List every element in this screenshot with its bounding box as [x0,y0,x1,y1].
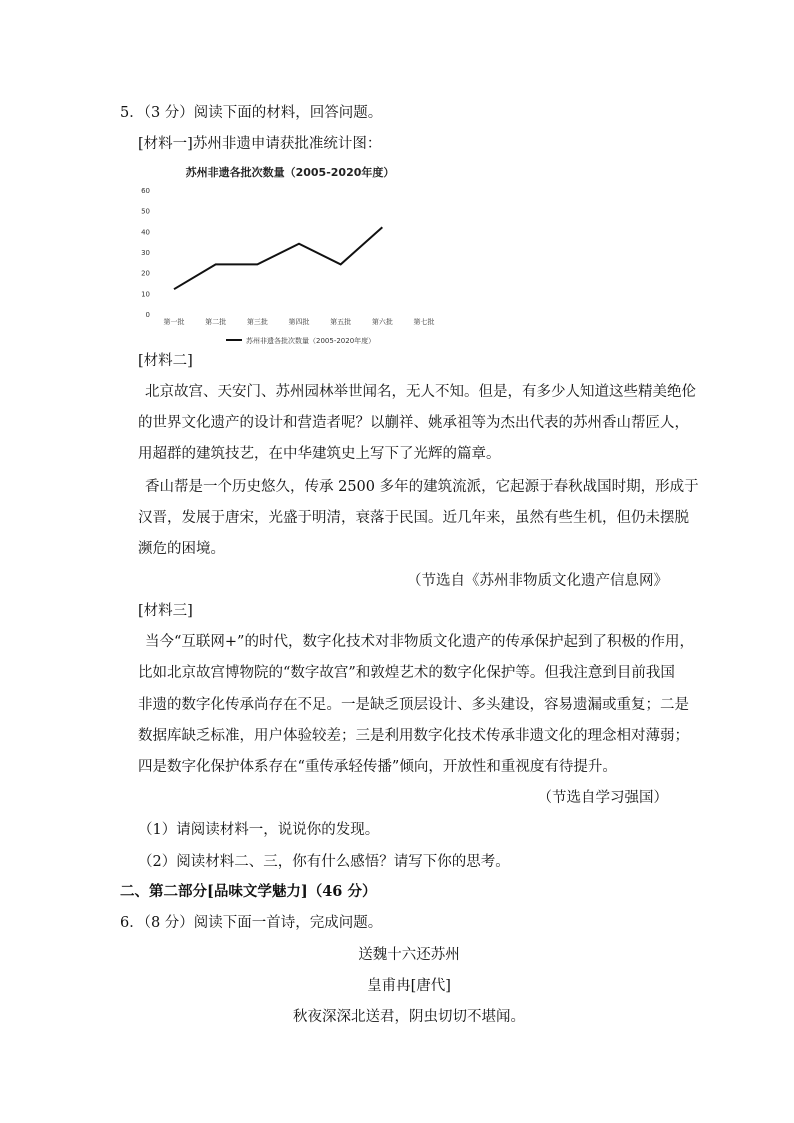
material2-label: [材料二] [138,353,193,369]
material3-p1-line3: 非遗的数字化传承尚存在不足。一是缺乏顶层设计、多头建设，容易遗漏或重复；二是 [138,697,689,713]
chart-title: 苏州非遗各批次数量（2005-2020年度） [185,166,395,179]
x-tick-label: 第五批 [330,318,352,326]
y-tick-label: 40 [141,228,150,237]
sub-question-2: （2）阅读材料二、三，你有什么感悟？请写下你的思考。 [138,854,510,870]
x-tick-label: 第三批 [246,318,268,326]
material3-p1-line4: 数据库缺乏标准，用户体验较差；三是利用数字化技术传承非遗文化的理念相对薄弱； [138,728,689,744]
y-tick-label: 50 [141,207,150,216]
material2-p2-line1: 香山帮是一个历史悠久，传承 2500 多年的建筑流派，它起源于春秋战国时期，形成于 [145,479,699,495]
series-line [174,227,382,289]
legend-label: 苏州非遗各批次数量（2005-2020年度） [246,337,376,344]
x-tick-label: 第二批 [205,318,227,326]
material2-source: （节选自《苏州非物质文化遗产信息网》 [407,573,668,589]
material3-source: （节选自学习强国） [537,790,668,806]
material2-p2-line2: 汉晋，发展于唐宋，光盛于明清，衰落于民国。近几年来，虽然有些生机，但仍未摆脱 [138,510,689,526]
y-tick-label: 30 [141,249,150,257]
y-axis-labels [141,187,150,319]
y-tick-label: 20 [141,269,150,278]
line-chart [138,162,438,344]
material3-label: [材料三] [138,603,193,619]
material1-label: [材料一]苏州非遗申请获批准统计图： [138,136,382,152]
y-tick-label: 0 [145,311,150,319]
material2-p2-line3: 濒危的困境。 [138,541,225,557]
sub-question-1: （1）请阅读材料一，说说你的发现。 [138,822,380,838]
material3-p1-line1: 当今“互联网+”的时代，数字化技术对非物质文化遗产的传承保护起到了积极的作用， [145,634,694,650]
y-tick-label: 60 [141,187,150,195]
x-tick-label: 第六批 [371,318,393,326]
material2-p1-line1: 北京故宫、天安门、苏州园林举世闻名，无人不知。但是，有多少人知道这些精美绝伦 [145,384,696,400]
material2-p1-line2: 的世界文化遗产的设计和营造者呢？以蒯祥、姚承祖等为杰出代表的苏州香山帮匠人， [138,415,689,431]
q5-intro: 5．（3 分）阅读下面的材料，回答问题。 [120,105,383,121]
material2-p1-line3: 用超群的建筑技艺，在中华建筑史上写下了光辉的篇章。 [138,446,501,462]
material3-p1-line5: 四是数字化保护体系存在“重传承轻传播”倾向，开放性和重视度有待提升。 [138,759,617,775]
poem-line-1: 秋夜深深北送君，阴虫切切不堪闻。 [293,1009,525,1025]
x-tick-label: 第七批 [413,318,435,326]
x-tick-label: 第四批 [288,318,310,326]
poem-author: 皇甫冉[唐代] [367,978,451,994]
poem-title: 送魏十六还苏州 [358,947,460,963]
x-axis-labels [164,317,435,326]
material3-p1-line2: 比如北京故宫博物院的“数字故宫”和敦煌艺术的数字化保护等。但我注意到目前我国 [138,665,675,681]
y-tick-label: 10 [141,290,150,299]
q6-intro: 6．（8 分）阅读下面一首诗，完成问题。 [120,915,383,931]
part2-heading: 二、第二部分[品味文学魅力]（46 分） [120,883,377,900]
x-tick-label: 第一批 [163,318,185,326]
